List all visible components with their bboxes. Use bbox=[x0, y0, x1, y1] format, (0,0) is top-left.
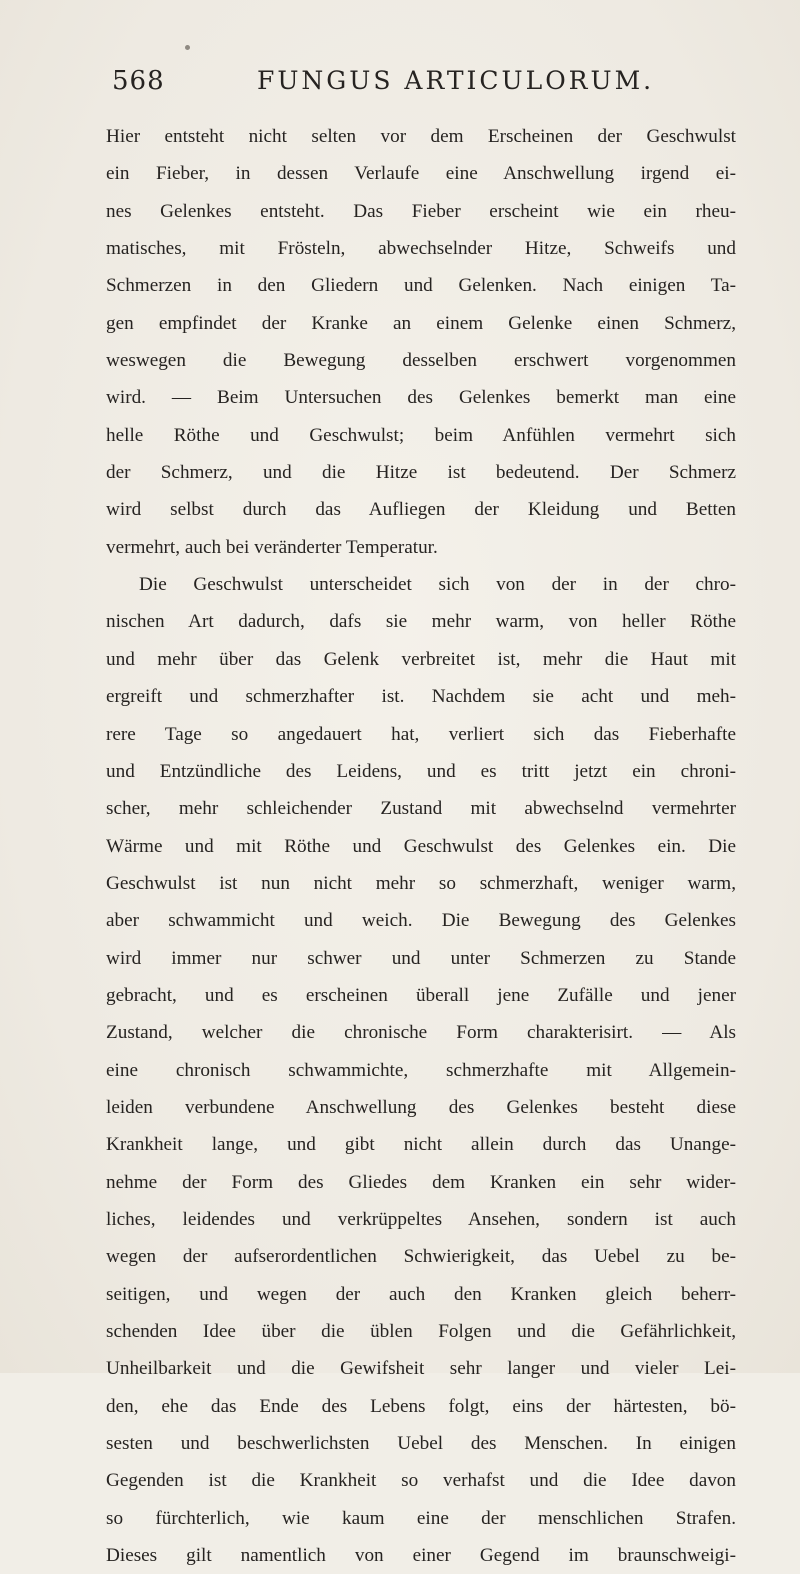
page-header bbox=[112, 66, 732, 106]
text-line: rere Tage so angedauert hat, verliert sich das Fieberhafte bbox=[106, 723, 736, 745]
body-text bbox=[106, 118, 736, 1574]
text-line: aber schwammicht und weich. Die Bewegung des Gelenkes bbox=[106, 910, 736, 932]
text-line: nes Gelenkes entsteht. Das Fieber erscheint wie ein rheu- bbox=[106, 200, 736, 222]
text-line: und mehr über das Gelenk verbreitet ist, mehr die Haut mit bbox=[106, 648, 736, 670]
text-line: Geschwulst ist nun nicht mehr so schmerzhaft, weniger warm, bbox=[106, 872, 736, 894]
text-line: Unheilbarkeit und die Gewifsheit sehr langer und vieler Lei- bbox=[106, 1358, 736, 1380]
text-line: seitigen, und wegen der auch den Kranken gleich beherr- bbox=[106, 1283, 736, 1305]
text-line: weswegen die Bewegung desselben erschwert vorgenommen bbox=[106, 350, 736, 372]
text-line: gebracht, und es erscheinen überall jene Zufälle und jener bbox=[106, 984, 736, 1006]
text-line: Gegenden ist die Krankheit so verhafst und die Idee davon bbox=[106, 1470, 736, 1492]
text-line: den, ehe das Ende des Lebens folgt, eins der härtesten, bö- bbox=[106, 1395, 736, 1417]
text-line: Dieses gilt namentlich von einer Gegend im braunschweigi- bbox=[106, 1545, 736, 1567]
text-line: wegen der aufserordentlichen Schwierigkeit, das Uebel zu be- bbox=[106, 1246, 736, 1268]
text-line: Hier entsteht nicht selten vor dem Erscheinen der Geschwulst bbox=[106, 126, 736, 147]
text-line: wird immer nur schwer und unter Schmerzen zu Stande bbox=[106, 947, 736, 969]
ink-speck bbox=[185, 45, 190, 50]
text-line: Die Geschwulst unterscheidet sich von der in der chro- bbox=[139, 574, 736, 596]
text-line: nehme der Form des Gliedes dem Kranken ein sehr wider- bbox=[106, 1171, 736, 1193]
text-line: eine chronisch schwammichte, schmerzhafte mit Allgemein- bbox=[106, 1059, 736, 1081]
text-line: schenden Idee über die üblen Folgen und die Gefährlichkeit, bbox=[106, 1321, 736, 1342]
text-line: der Schmerz, und die Hitze ist bedeutend. Der Schmerz bbox=[106, 462, 736, 484]
text-line: Krankheit lange, und gibt nicht allein durch das Unange- bbox=[106, 1134, 736, 1156]
text-line: wird. — Beim Untersuchen des Gelenkes bemerkt man eine bbox=[106, 387, 736, 409]
text-line: matisches, mit Frösteln, abwechselnder Hitze, Schweifs und bbox=[106, 238, 736, 260]
text-line: ergreift und schmerzhafter ist. Nachdem sie acht und meh- bbox=[106, 686, 736, 708]
text-line: leiden verbundene Anschwellung des Gelenkes besteht diese bbox=[106, 1096, 736, 1118]
text-line: wird selbst durch das Aufliegen der Kleidung und Betten bbox=[106, 499, 736, 521]
text-line: gen empfindet der Kranke an einem Gelenke einen Schmerz, bbox=[106, 312, 736, 334]
text-line: nischen Art dadurch, dafs sie mehr warm, von heller Röthe bbox=[106, 611, 736, 633]
text-line: und Entzündliche des Leidens, und es tritt jetzt ein chroni- bbox=[106, 760, 736, 782]
text-line: Zustand, welcher die chronische Form charakterisirt. — Als bbox=[106, 1022, 736, 1044]
text-line: liches, leidendes und verkrüppeltes Ansehen, sondern ist auch bbox=[106, 1208, 736, 1230]
text-line: helle Röthe und Geschwulst; beim Anfühlen vermehrt sich bbox=[106, 424, 736, 446]
text-line: ein Fieber, in dessen Verlaufe eine Anschwellung irgend ei- bbox=[106, 163, 736, 185]
text-line: so fürchterlich, wie kaum eine der menschlichen Strafen. bbox=[106, 1507, 736, 1529]
text-line: Wärme und mit Röthe und Geschwulst des Gelenkes ein. Die bbox=[106, 835, 736, 857]
text-line: scher, mehr schleichender Zustand mit abwechselnd vermehrter bbox=[106, 798, 736, 820]
text-line: Schmerzen in den Gliedern und Gelenken. Nach einigen Ta- bbox=[106, 275, 736, 297]
page-number: 568 bbox=[112, 66, 165, 96]
text-line: vermehrt, auch bei veränderter Temperatur. bbox=[106, 536, 438, 558]
running-head: FUNGUS ARTICULORUM. bbox=[257, 66, 655, 95]
text-line: sesten und beschwerlichsten Uebel des Menschen. In einigen bbox=[106, 1433, 736, 1455]
